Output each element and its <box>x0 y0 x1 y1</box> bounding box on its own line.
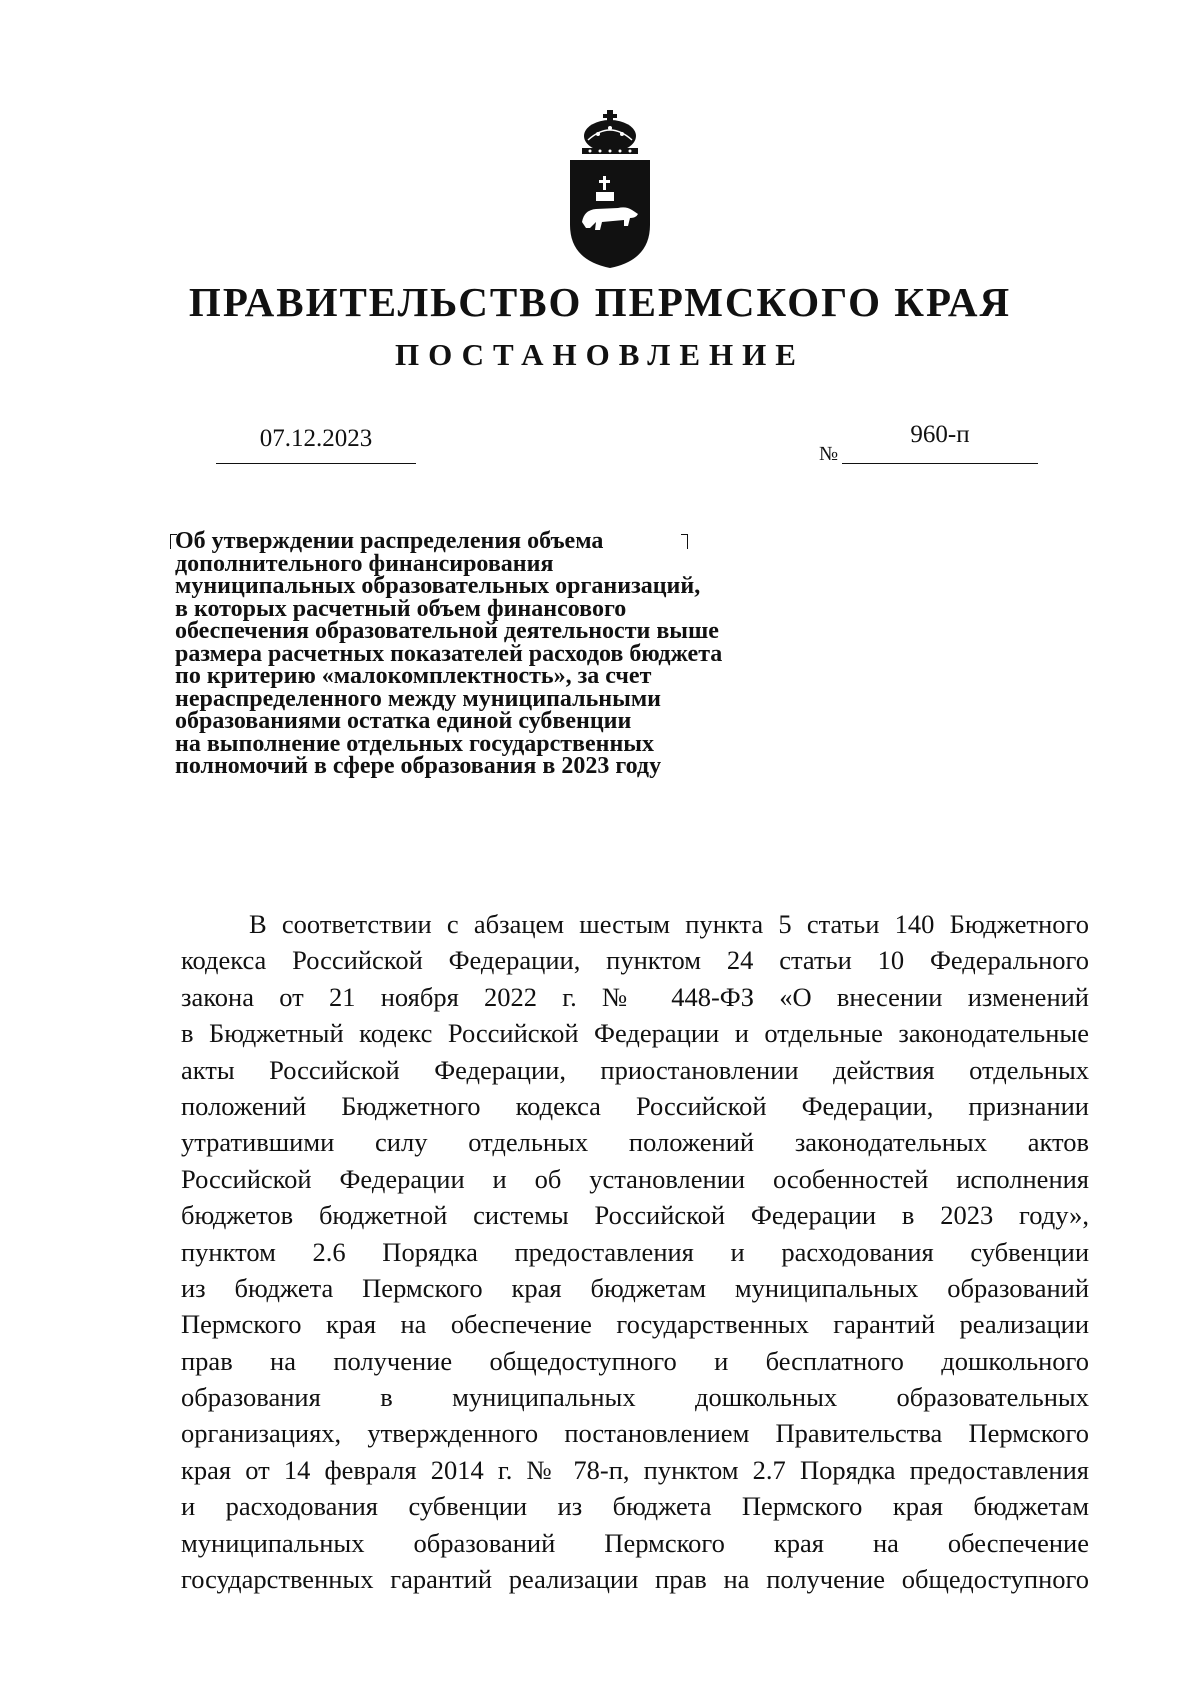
body-line: государственных гарантий реализации прав на получение общедоступного <box>181 1564 1089 1595</box>
subject-line: дополнительного финансирования <box>175 550 554 577</box>
body-line: Российской Федерации и об установлении особенностей исполнения <box>181 1163 1089 1194</box>
body-paragraph <box>181 906 1089 1597</box>
body-line: прав на получение общедоступного и бесплатного дошкольного <box>181 1345 1089 1376</box>
subject-line: муниципальных образовательных организаций, <box>175 573 701 599</box>
document-type: ПОСТАНОВЛЕНИЕ <box>395 337 805 372</box>
body-line: пунктом 2.6 Порядка предоставления и расходования субвенции <box>181 1236 1089 1267</box>
perm-krai-coat-of-arms-icon <box>560 110 660 270</box>
body-line: Пермского края на обеспечение государственных гарантий реализации <box>181 1309 1089 1340</box>
subject-line: полномочий в сфере образования в 2023 году <box>175 753 662 779</box>
subject-line: нераспределенного между муниципальными <box>175 685 661 712</box>
body-line: В соответствии с абзацем шестым пункта 5 статьи 140 Бюджетного <box>249 909 1089 939</box>
body-line: бюджетов бюджетной системы Российской Федерации в 2023 году», <box>181 1200 1089 1231</box>
organization-title: ПРАВИТЕЛЬСТВО ПЕРМСКОГО КРАЯ <box>188 279 1012 325</box>
body-line: утратившими силу отдельных положений законодательных актов <box>181 1127 1089 1158</box>
body-line: акты Российской Федерации, приостановлении действия отдельных <box>181 1054 1089 1085</box>
subject-line: обеспечения образовательной деятельности выше <box>175 618 719 644</box>
subject-line: размера расчетных показателей расходов бюджета <box>175 640 723 667</box>
document-number: 960-п <box>910 421 970 448</box>
date-underline <box>216 463 416 464</box>
body-line: края от 14 февраля 2014 г. № 78-п, пунктом 2.7 Порядка предоставления <box>181 1454 1089 1485</box>
number-sign: № <box>819 443 839 465</box>
body-line: организациях, утвержденного постановлением Правительства Пермского <box>181 1418 1089 1449</box>
body-line: из бюджета Пермского края бюджетам муниципальных образований <box>181 1272 1089 1303</box>
body-line: кодекса Российской Федерации, пунктом 24 статьи 10 Федерального <box>181 945 1089 976</box>
subject-line: на выполнение отдельных государственных <box>175 730 655 757</box>
subject-line: в которых расчетный объем финансового <box>175 595 627 622</box>
subject-line: Об утверждении распределения объема <box>175 528 604 554</box>
body-line: муниципальных образований Пермского края на обеспечение <box>181 1527 1089 1558</box>
body-line: положений Бюджетного кодекса Российской Федерации, признании <box>181 1090 1089 1121</box>
document-subject <box>175 530 875 778</box>
body-line: образования в муниципальных дошкольных образовательных <box>181 1382 1089 1413</box>
document-date: 07.12.2023 <box>259 425 373 452</box>
subject-line: образованиями остатка единой субвенции <box>175 708 632 734</box>
body-line: закона от 21 ноября 2022 г. № 448-ФЗ «О внесении изменений <box>181 981 1089 1012</box>
subject-line: по критерию «малокомплектность», за счет <box>175 663 652 689</box>
body-line: в Бюджетный кодекс Российской Федерации и отдельные законодательные <box>181 1018 1089 1049</box>
body-line: и расходования субвенции из бюджета Пермского края бюджетам <box>181 1491 1089 1522</box>
number-underline <box>842 463 1038 464</box>
